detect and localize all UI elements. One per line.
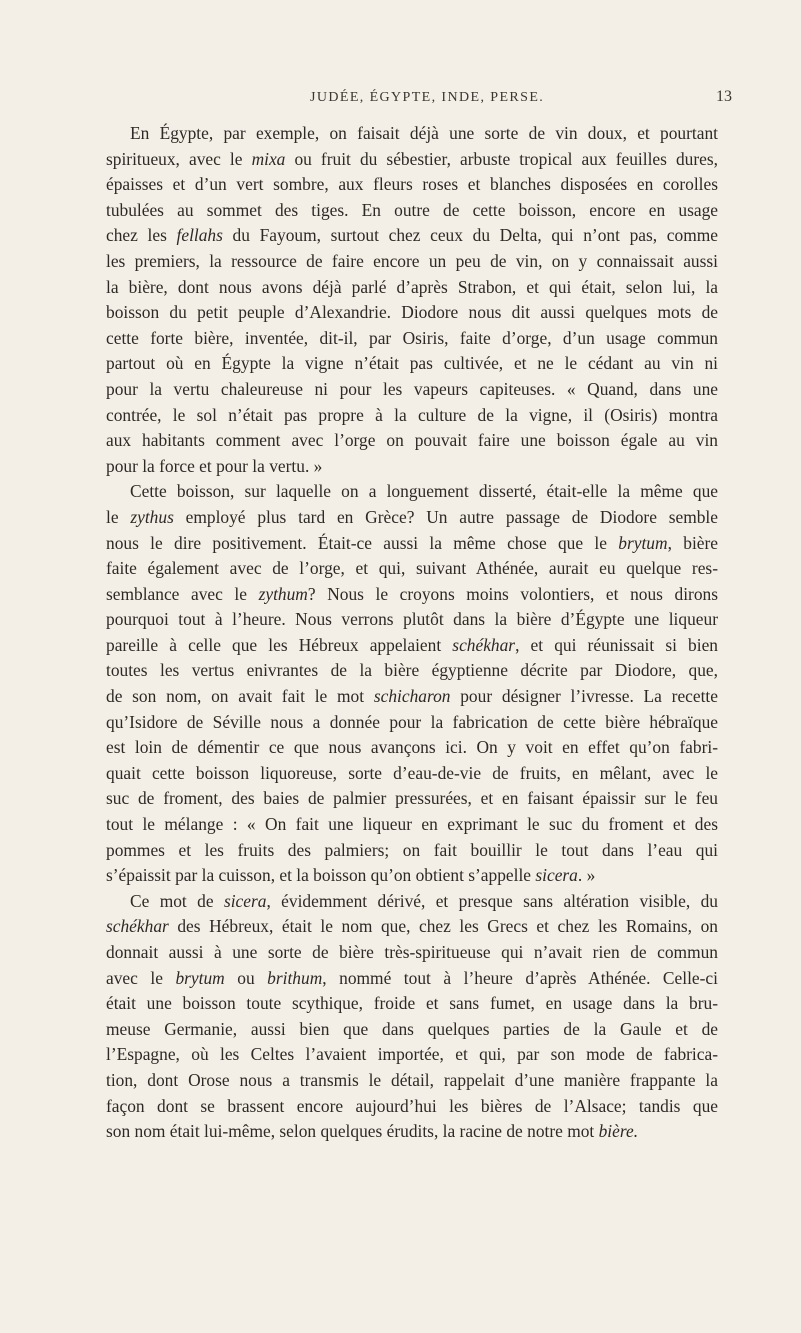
text-line: partout où en Égypte la vigne n’était pas cultivée, et ne le cédant au vin ni: [106, 353, 718, 374]
text-line: pourquoi tout à l’heure. Nous verrons plutôt dans la bière d’Égypte une liqueur: [106, 609, 718, 630]
text-line: cette forte bière, inventée, dit-il, par Osiris, faite d’orge, d’un usage commun: [106, 327, 718, 348]
text-line: donnait aussi à une sorte de bière très-spiritueuse qui n’avait rien de commun: [106, 942, 718, 962]
text-line: quait cette boisson liquoreuse, sorte d’eau-de-vie de fruits, en mêlant, avec le: [106, 762, 718, 783]
text-line: avec le brytum ou brithum, nommé tout à l’heure d’après Athénée. Celle-ci: [106, 967, 718, 988]
running-title: JUDÉE, ÉGYPTE, INDE, PERSE.: [310, 90, 545, 105]
text-line: épaisses et d’un vert sombre, aux fleurs roses et blanches disposées en corolles: [106, 174, 718, 195]
running-head: [0, 90, 801, 114]
text-line: pareille à celle que les Hébreux appelaient schékhar, et qui réunissait si bien: [106, 634, 718, 655]
text-line: toutes les vertus enivrantes de la bière égyptienne décrite par Diodore, que,: [106, 660, 718, 681]
text-line: tout le mélange : « On fait une liqueur en exprimant le suc du froment et des: [106, 814, 718, 835]
text-line: pommes et les fruits des palmiers; on fait bouillir le tout dans l’eau qui: [106, 839, 718, 860]
text-line: pour la vertu chaleureuse ni pour les vapeurs capiteuses. « Quand, dans une: [106, 378, 718, 399]
page-number: 13: [716, 88, 732, 105]
text-line: faite également avec de l’orge, et qui, suivant Athénée, aurait eu quelque res-: [106, 558, 718, 579]
text-line: tion, dont Orose nous a transmis le détail, rappelait d’une manière frappante la: [106, 1069, 718, 1090]
text-line: est loin de démentir ce que nous avançons ici. On y voit en effet qu’on fabri-: [106, 737, 718, 758]
text-line: pour la force et pour la vertu. »: [106, 455, 323, 476]
text-line: son nom était lui-même, selon quelques érudits, la racine de notre mot bière.: [106, 1121, 639, 1142]
text-line: Cette boisson, sur laquelle on a longuement disserté, était-elle la même que: [130, 481, 718, 502]
text-line: semblance avec le zythum? Nous le croyons moins volontiers, et nous dirons: [106, 583, 718, 604]
text-line: s’épaissit par la cuisson, et la boisson qu’on obtient s’appelle sicera. »: [106, 865, 596, 886]
text-line: façon dont se brassent encore aujourd’hui les bières de l’Alsace; tandis que: [106, 1095, 718, 1116]
text-line: spiritueux, avec le mixa ou fruit du sébestier, arbuste tropical aux feuilles dures,: [106, 148, 718, 169]
text-line: meuse Germanie, aussi bien que dans quelques parties de la Gaule et de: [106, 1018, 718, 1039]
body-text: [106, 121, 718, 1145]
text-line: qu’Isidore de Séville nous a donnée pour la fabrication de cette bière hébraïque: [106, 711, 718, 732]
text-line: boisson du petit peuple d’Alexandrie. Diodore nous dit aussi quelques mots de: [106, 302, 718, 323]
text-line: suc de froment, des baies de palmier pressurées, et en faisant épaissir sur le feu: [106, 788, 718, 809]
text-line: de son nom, on avait fait le mot schicharon pour désigner l’ivresse. La recette: [106, 686, 718, 707]
text-line: nous le dire positivement. Était-ce aussi la même chose que le brytum, bière: [106, 532, 719, 553]
text-line: schékhar des Hébreux, était le nom que, chez les Grecs et chez les Romains, on: [106, 916, 718, 937]
text-line: l’Espagne, où les Celtes l’avaient importée, et qui, par son mode de fabrica-: [106, 1044, 718, 1065]
text-line: tubulées au sommet des tiges. En outre de cette boisson, encore en usage: [106, 199, 718, 220]
text-line: En Égypte, par exemple, on faisait déjà une sorte de vin doux, et pourtant: [130, 123, 718, 143]
text-line: le zythus employé plus tard en Grèce? Un autre passage de Diodore semble: [106, 506, 718, 527]
text-line: Ce mot de sicera, évidemment dérivé, et presque sans altération visible, du: [130, 890, 718, 911]
text-line: était une boisson toute scythique, froide et sans fumet, en usage dans la bru-: [106, 993, 718, 1014]
text-line: la bière, dont nous avons déjà parlé d’après Strabon, et qui était, selon lui, la: [106, 276, 718, 297]
text-line: les premiers, la ressource de faire encore un peu de vin, on y connaissait aussi: [106, 250, 718, 271]
text-line: aux habitants comment avec l’orge on pouvait faire une boisson égale au vin: [106, 430, 718, 451]
text-line: contrée, le sol n’était pas propre à la culture de la vigne, il (Osiris) montra: [106, 404, 718, 425]
text-line: chez les fellahs du Fayoum, surtout chez ceux du Delta, qui n’ont pas, comme: [106, 225, 718, 246]
